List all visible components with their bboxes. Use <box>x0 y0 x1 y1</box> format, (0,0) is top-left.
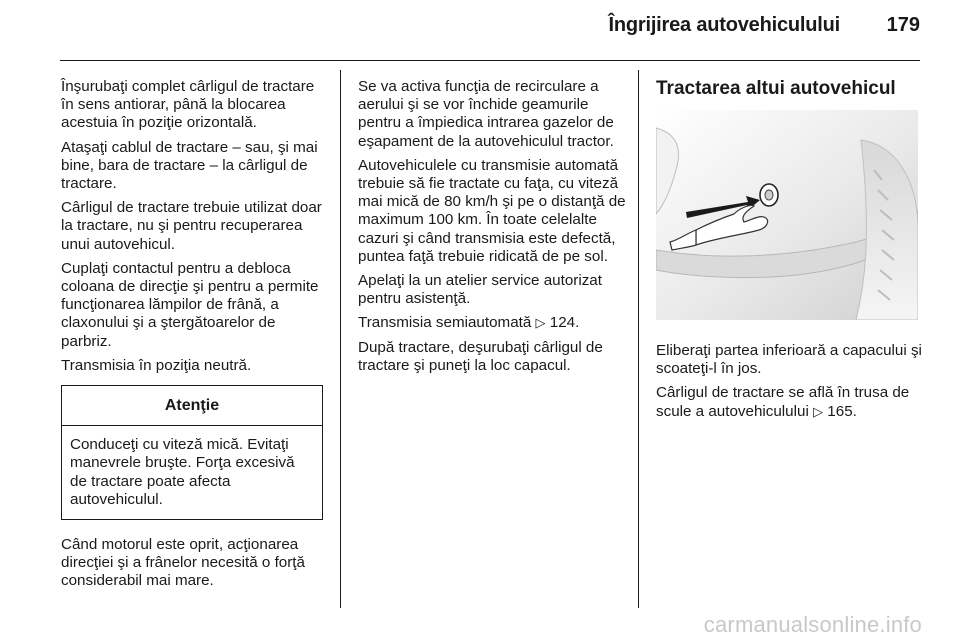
column-1 <box>61 78 329 597</box>
column-2 <box>358 78 626 381</box>
watermark: carmanualsonline.info <box>703 612 922 637</box>
column-divider-1 <box>340 70 341 608</box>
paragraph <box>358 314 626 332</box>
tow-hook-illustration <box>656 110 918 320</box>
paragraph: Înşurubaţi complet cârligul de tractare în sens antiorar, până la blocarea acestuia în poziţie orizontală. <box>61 78 315 132</box>
paragraph: Autovehiculele cu transmisie automată trebuie să fie tractate cu faţa, cu viteză mai mică de 80 km/h şi pe o distanţă de maximum 100 km. În toate celelalte cazuri şi când transmisia este defectă, puntea faţă trebuie ridicată de pe sol. <box>358 156 626 265</box>
triangle-right-outline-icon: ▷ <box>535 315 546 331</box>
xref-page[interactable]: 165. <box>827 402 857 420</box>
xref-page[interactable]: 124. <box>549 314 580 332</box>
paragraph: Eliberaţi partea inferioară a capacului şi scoateţi-l în jos. <box>656 342 922 378</box>
header-title: Îngrijirea autovehiculului <box>608 14 840 36</box>
paragraph <box>656 384 924 420</box>
paragraph: Se va activa funcţia de recirculare a aerului şi se vor închide geamurile pentru a împiedica intrarea gazelor de eşapament de la autovehiculul tractor. <box>358 78 614 150</box>
paragraph: Apelaţi la un atelier service autorizat pentru asistenţă. <box>358 272 602 308</box>
paragraph: Cuplaţi contactul pentru a debloca coloana de direcţie şi pentru a permite funcţionarea lămpilor de frână, a claxonului şi a ştergătoarelor de parbriz. <box>61 259 319 350</box>
section-heading: Tractarea altui autovehicul <box>656 78 896 99</box>
paragraph: După tractare, deşurubaţi cârligul de tractare şi puneţi la loc capacul. <box>358 338 603 374</box>
xref-text: Transmisia semiautomată <box>358 314 532 332</box>
paragraph: Ataşaţi cablul de tractare – sau, şi mai bine, bara de tractare – la cârligul de tractare. <box>61 138 318 193</box>
paragraph: Transmisia în poziţia neutră. <box>61 356 252 374</box>
column-3 <box>656 78 924 427</box>
warning-box <box>61 385 323 520</box>
column-divider-2 <box>638 70 639 608</box>
page-header <box>60 0 920 61</box>
warning-text: Conduceţi cu viteză mică. Evitaţi manevrele bruşte. Forţa excesivă de tractare poate afecta autovehiculul. <box>70 436 295 508</box>
page-number: 179 <box>886 14 920 36</box>
xref-text: Cârligul de tractare se află în trusa de scule a autovehiculului <box>656 384 910 420</box>
paragraph: Cârligul de tractare trebuie utilizat doar la tractare, nu şi pentru recuperarea unui autovehicul. <box>61 199 322 253</box>
warning-title: Atenţie <box>62 386 322 426</box>
paragraph: Când motorul este oprit, acţionarea direcţiei şi a frânelor necesită o forţă considerabil mai mare. <box>61 536 305 590</box>
triangle-right-outline-icon: ▷ <box>813 403 824 419</box>
